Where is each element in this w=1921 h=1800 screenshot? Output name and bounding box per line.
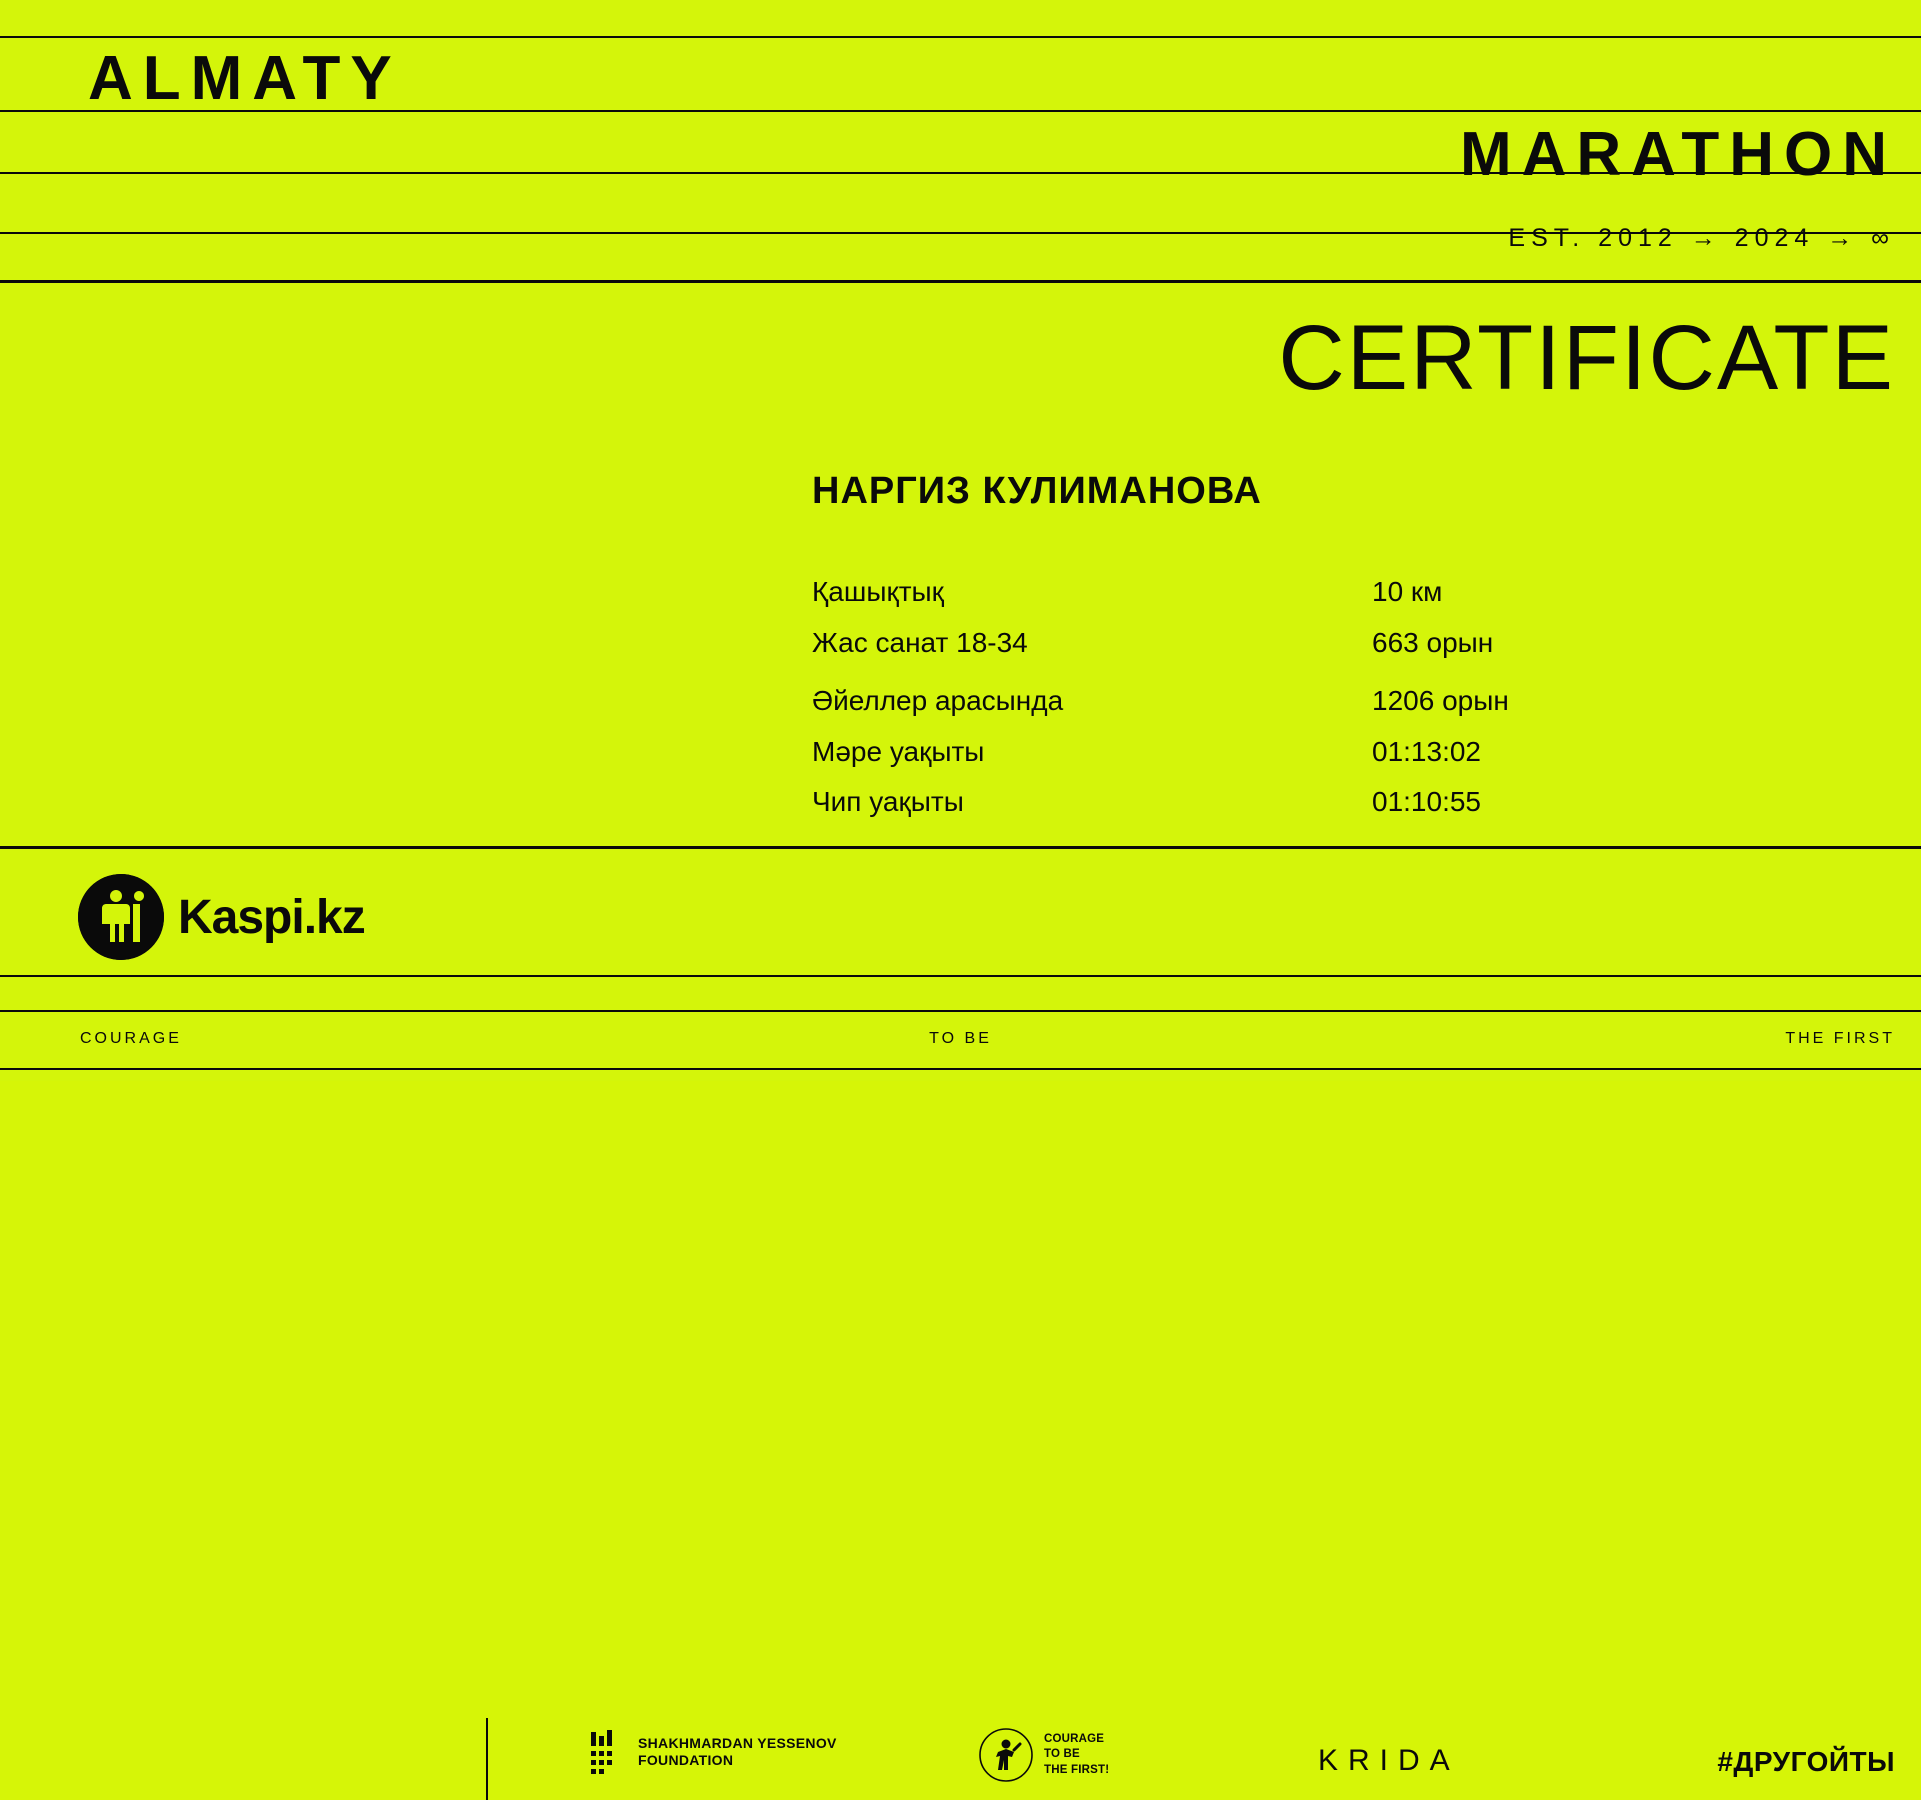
result-label: Чип уақыты (812, 786, 964, 818)
result-label: Мәре уақыты (812, 735, 985, 767)
table-row (812, 681, 1672, 722)
rule-line-footer-top (0, 1010, 1921, 1012)
kaspi-wordmark: Kaspi.kz (178, 890, 365, 944)
result-label: Әйеллер арасында (812, 685, 1064, 717)
yessenov-logo-icon (590, 1730, 626, 1774)
footer-center-text: TO BE (929, 1030, 992, 1047)
rule-line-header-separator (0, 280, 1921, 283)
result-value: 01:13:02 (1372, 735, 1481, 767)
yessenov-line-1: SHAKHMARDAN YESSENOV (638, 1734, 837, 1751)
page-title: CERTIFICATE (1278, 307, 1895, 409)
event-name-line-1: ALMATY (88, 44, 402, 113)
footer-right-text: THE FIRST (1785, 1030, 1895, 1047)
result-label: Қашықтық (812, 576, 944, 607)
table-row (812, 782, 1672, 823)
corporate-fund-wordmark (1044, 1732, 1109, 1779)
rule-line-sponsors-bottom (0, 975, 1921, 977)
table-row (812, 623, 1672, 664)
sponsor-krida: KRIDA (1318, 1744, 1460, 1777)
corporate-fund-logo-icon (978, 1726, 1034, 1784)
sponsor-divider (486, 1718, 488, 1800)
event-header (0, 0, 1921, 280)
event-established-range: EST. 2012 → 2024 → ∞ (1508, 224, 1895, 252)
sponsor-kaspi (78, 874, 365, 960)
runner-name: НАРГИЗ КУЛИМАНОВА (812, 470, 1262, 512)
yessenov-line-2: FOUNDATION (638, 1752, 734, 1768)
event-name-line-2: MARATHON (1459, 120, 1897, 189)
table-row (812, 572, 1672, 613)
rule-line-footer-bottom (0, 1068, 1921, 1070)
result-value: 1206 орын (1372, 685, 1509, 717)
yessenov-wordmark (638, 1735, 837, 1770)
sponsor-band (0, 846, 1921, 1777)
sponsor-yessenov-foundation (590, 1730, 837, 1774)
corporate-line-2: TO BE (1044, 1748, 1080, 1761)
sponsor-drugoity-hashtag: #ДРУГОЙТЫ (1717, 1746, 1895, 1777)
result-value: 663 орын (1372, 626, 1494, 658)
result-label: Жас санат 18-34 (812, 626, 1028, 658)
footer-left-text: COURAGE (80, 1030, 182, 1047)
table-row (812, 732, 1672, 773)
results-table (812, 572, 1672, 837)
corporate-line-1: COURAGE (1044, 1732, 1105, 1745)
corporate-line-3: THE FIRST! (1044, 1763, 1110, 1776)
result-value: 01:10:55 (1372, 786, 1481, 818)
result-value: 10 км (1372, 576, 1443, 607)
sponsor-corporate-fund (978, 1726, 1109, 1784)
kaspi-logo-icon (78, 874, 164, 960)
